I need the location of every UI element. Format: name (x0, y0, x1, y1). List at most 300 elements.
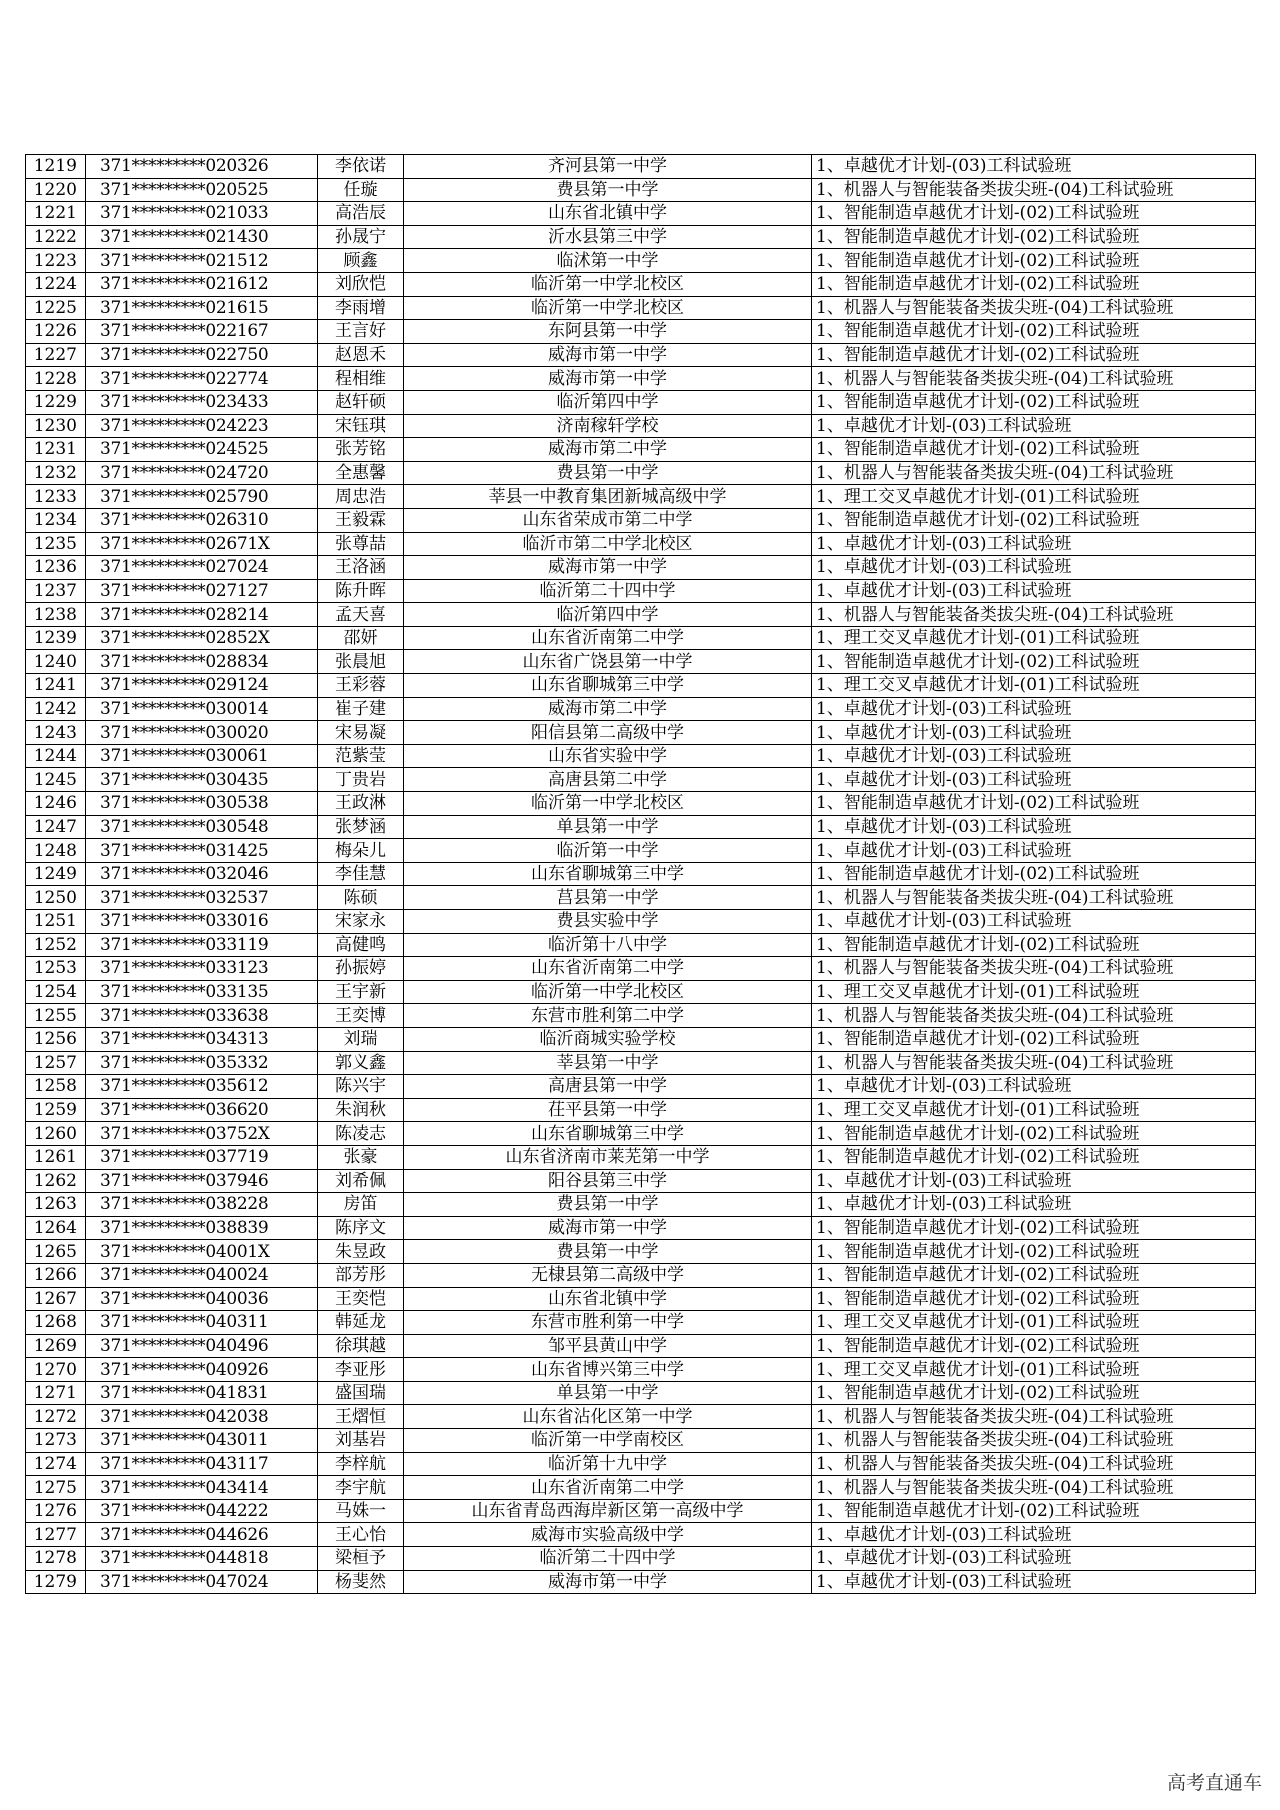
program-cell: 1、智能制造卓越优才计划-(02)工科试验班 (812, 1027, 1256, 1051)
program-cell: 1、卓越优才计划-(03)工科试验班 (812, 721, 1256, 745)
row-number-cell: 1226 (26, 320, 86, 344)
school-cell: 临沂第四中学 (404, 390, 812, 414)
program-cell: 1、机器人与智能装备类拔尖班-(04)工科试验班 (812, 461, 1256, 485)
program-cell: 1、智能制造卓越优才计划-(02)工科试验班 (812, 933, 1256, 957)
student-name-cell: 杨斐然 (318, 1570, 404, 1594)
table-row (26, 650, 1256, 674)
table-row (26, 1004, 1256, 1028)
id-number-cell: 371*********02852X (86, 626, 318, 650)
student-name-cell: 张芳铭 (318, 438, 404, 462)
program-cell: 1、机器人与智能装备类拔尖班-(04)工科试验班 (812, 1405, 1256, 1429)
student-name-cell: 王政淋 (318, 792, 404, 816)
school-cell: 东营市胜利第二中学 (404, 1004, 812, 1028)
school-cell: 威海市第一中学 (404, 1216, 812, 1240)
table-row (26, 862, 1256, 886)
id-number-cell: 371*********030435 (86, 768, 318, 792)
program-cell: 1、机器人与智能装备类拔尖班-(04)工科试验班 (812, 367, 1256, 391)
id-number-cell: 371*********041831 (86, 1381, 318, 1405)
row-number-cell: 1234 (26, 508, 86, 532)
school-cell: 山东省青岛西海岸新区第一高级中学 (404, 1499, 812, 1523)
id-number-cell: 371*********023433 (86, 390, 318, 414)
program-cell: 1、机器人与智能装备类拔尖班-(04)工科试验班 (812, 178, 1256, 202)
row-number-cell: 1232 (26, 461, 86, 485)
student-name-cell: 赵轩硕 (318, 390, 404, 414)
id-number-cell: 371*********02671X (86, 532, 318, 556)
id-number-cell: 371*********021033 (86, 202, 318, 226)
program-cell: 1、智能制造卓越优才计划-(02)工科试验班 (812, 390, 1256, 414)
school-cell: 山东省聊城第三中学 (404, 1122, 812, 1146)
row-number-cell: 1279 (26, 1570, 86, 1594)
student-name-cell: 梅朵儿 (318, 839, 404, 863)
program-cell: 1、卓越优才计划-(03)工科试验班 (812, 910, 1256, 934)
row-number-cell: 1223 (26, 249, 86, 273)
table-row (26, 792, 1256, 816)
row-number-cell: 1265 (26, 1240, 86, 1264)
table-row (26, 980, 1256, 1004)
program-cell: 1、卓越优才计划-(03)工科试验班 (812, 414, 1256, 438)
row-number-cell: 1257 (26, 1051, 86, 1075)
table-row (26, 343, 1256, 367)
table-row (26, 1311, 1256, 1335)
table-row (26, 1499, 1256, 1523)
id-number-cell: 371*********03752X (86, 1122, 318, 1146)
row-number-cell: 1241 (26, 674, 86, 698)
table-row (26, 1476, 1256, 1500)
student-name-cell: 邵妍 (318, 626, 404, 650)
table-row (26, 414, 1256, 438)
student-name-cell: 陈序文 (318, 1216, 404, 1240)
school-cell: 单县第一中学 (404, 1381, 812, 1405)
row-number-cell: 1248 (26, 839, 86, 863)
school-cell: 临沂第一中学北校区 (404, 272, 812, 296)
school-cell: 山东省聊城第三中学 (404, 862, 812, 886)
id-number-cell: 371*********040926 (86, 1358, 318, 1382)
table-row (26, 1240, 1256, 1264)
program-cell: 1、智能制造卓越优才计划-(02)工科试验班 (812, 1240, 1256, 1264)
student-name-cell: 宋家永 (318, 910, 404, 934)
row-number-cell: 1219 (26, 155, 86, 179)
id-number-cell: 371*********040024 (86, 1263, 318, 1287)
table-row (26, 1193, 1256, 1217)
id-number-cell: 371*********022750 (86, 343, 318, 367)
table-row (26, 1358, 1256, 1382)
school-cell: 费县第一中学 (404, 461, 812, 485)
school-cell: 威海市第一中学 (404, 367, 812, 391)
program-cell: 1、机器人与智能装备类拔尖班-(04)工科试验班 (812, 1051, 1256, 1075)
id-number-cell: 371*********020525 (86, 178, 318, 202)
table-row (26, 485, 1256, 509)
table-row (26, 390, 1256, 414)
row-number-cell: 1270 (26, 1358, 86, 1382)
id-number-cell: 371*********034313 (86, 1027, 318, 1051)
student-name-cell: 孙晟宁 (318, 225, 404, 249)
row-number-cell: 1274 (26, 1452, 86, 1476)
program-cell: 1、智能制造卓越优才计划-(02)工科试验班 (812, 650, 1256, 674)
student-name-cell: 李亚彤 (318, 1358, 404, 1382)
table-row (26, 1098, 1256, 1122)
id-number-cell: 371*********024720 (86, 461, 318, 485)
student-name-cell: 韩延龙 (318, 1311, 404, 1335)
row-number-cell: 1276 (26, 1499, 86, 1523)
school-cell: 临沂第一中学北校区 (404, 792, 812, 816)
program-cell: 1、卓越优才计划-(03)工科试验班 (812, 556, 1256, 580)
row-number-cell: 1224 (26, 272, 86, 296)
program-cell: 1、理工交叉卓越优才计划-(01)工科试验班 (812, 1311, 1256, 1335)
student-name-cell: 高健鸣 (318, 933, 404, 957)
student-name-cell: 部芳彤 (318, 1263, 404, 1287)
school-cell: 单县第一中学 (404, 815, 812, 839)
program-cell: 1、卓越优才计划-(03)工科试验班 (812, 815, 1256, 839)
table-row (26, 1027, 1256, 1051)
row-number-cell: 1264 (26, 1216, 86, 1240)
id-number-cell: 371*********022167 (86, 320, 318, 344)
table-row (26, 1287, 1256, 1311)
row-number-cell: 1222 (26, 225, 86, 249)
student-name-cell: 崔子建 (318, 697, 404, 721)
id-number-cell: 371*********028214 (86, 603, 318, 627)
school-cell: 临沂第一中学北校区 (404, 980, 812, 1004)
student-name-cell: 王宇新 (318, 980, 404, 1004)
id-number-cell: 371*********027127 (86, 579, 318, 603)
school-cell: 山东省博兴第三中学 (404, 1358, 812, 1382)
program-cell: 1、卓越优才计划-(03)工科试验班 (812, 1075, 1256, 1099)
id-number-cell: 371*********043414 (86, 1476, 318, 1500)
id-number-cell: 371*********036620 (86, 1098, 318, 1122)
school-cell: 临沂第二十四中学 (404, 579, 812, 603)
school-cell: 邹平县黄山中学 (404, 1334, 812, 1358)
program-cell: 1、理工交叉卓越优才计划-(01)工科试验班 (812, 485, 1256, 509)
id-number-cell: 371*********031425 (86, 839, 318, 863)
table-row (26, 320, 1256, 344)
row-number-cell: 1251 (26, 910, 86, 934)
row-number-cell: 1246 (26, 792, 86, 816)
table-row (26, 1381, 1256, 1405)
id-number-cell: 371*********032046 (86, 862, 318, 886)
id-number-cell: 371*********035332 (86, 1051, 318, 1075)
student-name-cell: 宋易凝 (318, 721, 404, 745)
row-number-cell: 1256 (26, 1027, 86, 1051)
school-cell: 莘县一中教育集团新城高级中学 (404, 485, 812, 509)
id-number-cell: 371*********038839 (86, 1216, 318, 1240)
school-cell: 莒县第一中学 (404, 886, 812, 910)
table-row (26, 957, 1256, 981)
id-number-cell: 371*********038228 (86, 1193, 318, 1217)
row-number-cell: 1220 (26, 178, 86, 202)
row-number-cell: 1266 (26, 1263, 86, 1287)
id-number-cell: 371*********027024 (86, 556, 318, 580)
school-cell: 威海市第二中学 (404, 438, 812, 462)
id-number-cell: 371*********033638 (86, 1004, 318, 1028)
student-name-cell: 王彩蓉 (318, 674, 404, 698)
school-cell: 高唐县第一中学 (404, 1075, 812, 1099)
student-name-cell: 李梓航 (318, 1452, 404, 1476)
table-row (26, 155, 1256, 179)
table-row (26, 1452, 1256, 1476)
program-cell: 1、机器人与智能装备类拔尖班-(04)工科试验班 (812, 603, 1256, 627)
student-name-cell: 梁桓予 (318, 1547, 404, 1571)
admission-list-body (26, 155, 1256, 1594)
student-name-cell: 张豪 (318, 1145, 404, 1169)
table-row (26, 532, 1256, 556)
school-cell: 临沂市第二中学北校区 (404, 532, 812, 556)
row-number-cell: 1238 (26, 603, 86, 627)
student-name-cell: 朱润秋 (318, 1098, 404, 1122)
table-row (26, 1429, 1256, 1453)
student-name-cell: 房笛 (318, 1193, 404, 1217)
program-cell: 1、卓越优才计划-(03)工科试验班 (812, 1193, 1256, 1217)
school-cell: 茌平县第一中学 (404, 1098, 812, 1122)
school-cell: 临沂第四中学 (404, 603, 812, 627)
id-number-cell: 371*********040496 (86, 1334, 318, 1358)
table-row (26, 202, 1256, 226)
school-cell: 临沂第一中学 (404, 839, 812, 863)
row-number-cell: 1233 (26, 485, 86, 509)
student-name-cell: 陈凌志 (318, 1122, 404, 1146)
row-number-cell: 1229 (26, 390, 86, 414)
table-row (26, 1570, 1256, 1594)
row-number-cell: 1231 (26, 438, 86, 462)
school-cell: 齐河县第一中学 (404, 155, 812, 179)
program-cell: 1、理工交叉卓越优才计划-(01)工科试验班 (812, 980, 1256, 1004)
student-name-cell: 李佳慧 (318, 862, 404, 886)
student-name-cell: 刘瑞 (318, 1027, 404, 1051)
program-cell: 1、理工交叉卓越优才计划-(01)工科试验班 (812, 1358, 1256, 1382)
footer-watermark: 高考直通车 (1166, 1772, 1262, 1794)
school-cell: 山东省沂南第二中学 (404, 957, 812, 981)
program-cell: 1、机器人与智能装备类拔尖班-(04)工科试验班 (812, 957, 1256, 981)
table-row (26, 249, 1256, 273)
student-name-cell: 王熠恒 (318, 1405, 404, 1429)
row-number-cell: 1240 (26, 650, 86, 674)
program-cell: 1、卓越优才计划-(03)工科试验班 (812, 1523, 1256, 1547)
school-cell: 费县第一中学 (404, 1193, 812, 1217)
school-cell: 临沭第一中学 (404, 249, 812, 273)
table-row (26, 1523, 1256, 1547)
table-row (26, 1216, 1256, 1240)
program-cell: 1、智能制造卓越优才计划-(02)工科试验班 (812, 792, 1256, 816)
id-number-cell: 371*********026310 (86, 508, 318, 532)
student-name-cell: 任璇 (318, 178, 404, 202)
row-number-cell: 1268 (26, 1311, 86, 1335)
row-number-cell: 1249 (26, 862, 86, 886)
school-cell: 山东省沂南第二中学 (404, 626, 812, 650)
program-cell: 1、智能制造卓越优才计划-(02)工科试验班 (812, 438, 1256, 462)
program-cell: 1、卓越优才计划-(03)工科试验班 (812, 768, 1256, 792)
table-row (26, 367, 1256, 391)
row-number-cell: 1261 (26, 1145, 86, 1169)
row-number-cell: 1254 (26, 980, 86, 1004)
student-name-cell: 高浩辰 (318, 202, 404, 226)
id-number-cell: 371*********030020 (86, 721, 318, 745)
school-cell: 山东省沂南第二中学 (404, 1476, 812, 1500)
student-name-cell: 陈升晖 (318, 579, 404, 603)
table-row (26, 933, 1256, 957)
row-number-cell: 1258 (26, 1075, 86, 1099)
id-number-cell: 371*********025790 (86, 485, 318, 509)
row-number-cell: 1236 (26, 556, 86, 580)
id-number-cell: 371*********032537 (86, 886, 318, 910)
student-name-cell: 刘希佩 (318, 1169, 404, 1193)
table-row (26, 815, 1256, 839)
table-row (26, 839, 1256, 863)
program-cell: 1、卓越优才计划-(03)工科试验班 (812, 1570, 1256, 1594)
row-number-cell: 1235 (26, 532, 86, 556)
program-cell: 1、智能制造卓越优才计划-(02)工科试验班 (812, 225, 1256, 249)
student-name-cell: 王奕博 (318, 1004, 404, 1028)
student-name-cell: 王奕恺 (318, 1287, 404, 1311)
table-row (26, 697, 1256, 721)
table-row (26, 1122, 1256, 1146)
id-number-cell: 371*********033135 (86, 980, 318, 1004)
row-number-cell: 1244 (26, 744, 86, 768)
school-cell: 山东省沾化区第一中学 (404, 1405, 812, 1429)
school-cell: 费县实验中学 (404, 910, 812, 934)
table-row (26, 508, 1256, 532)
table-row (26, 1547, 1256, 1571)
student-name-cell: 孟天喜 (318, 603, 404, 627)
id-number-cell: 371*********030538 (86, 792, 318, 816)
student-name-cell: 丁贵岩 (318, 768, 404, 792)
student-name-cell: 李雨增 (318, 296, 404, 320)
row-number-cell: 1237 (26, 579, 86, 603)
student-name-cell: 顾鑫 (318, 249, 404, 273)
school-cell: 东阿县第一中学 (404, 320, 812, 344)
program-cell: 1、智能制造卓越优才计划-(02)工科试验班 (812, 202, 1256, 226)
id-number-cell: 371*********044222 (86, 1499, 318, 1523)
table-row (26, 1075, 1256, 1099)
school-cell: 山东省实验中学 (404, 744, 812, 768)
id-number-cell: 371*********024525 (86, 438, 318, 462)
table-row (26, 461, 1256, 485)
id-number-cell: 371*********037946 (86, 1169, 318, 1193)
row-number-cell: 1239 (26, 626, 86, 650)
program-cell: 1、智能制造卓越优才计划-(02)工科试验班 (812, 1263, 1256, 1287)
program-cell: 1、卓越优才计划-(03)工科试验班 (812, 532, 1256, 556)
table-row (26, 910, 1256, 934)
program-cell: 1、理工交叉卓越优才计划-(01)工科试验班 (812, 626, 1256, 650)
id-number-cell: 371*********024223 (86, 414, 318, 438)
row-number-cell: 1245 (26, 768, 86, 792)
student-name-cell: 王洛涵 (318, 556, 404, 580)
table-row (26, 1405, 1256, 1429)
table-row (26, 296, 1256, 320)
student-name-cell: 孙振婷 (318, 957, 404, 981)
program-cell: 1、理工交叉卓越优才计划-(01)工科试验班 (812, 1098, 1256, 1122)
school-cell: 济南稼轩学校 (404, 414, 812, 438)
id-number-cell: 371*********040036 (86, 1287, 318, 1311)
row-number-cell: 1221 (26, 202, 86, 226)
student-name-cell: 李依诺 (318, 155, 404, 179)
school-cell: 临沂商城实验学校 (404, 1027, 812, 1051)
school-cell: 威海市第一中学 (404, 1570, 812, 1594)
id-number-cell: 371*********043117 (86, 1452, 318, 1476)
student-name-cell: 全惠馨 (318, 461, 404, 485)
table-row (26, 1145, 1256, 1169)
row-number-cell: 1228 (26, 367, 86, 391)
row-number-cell: 1255 (26, 1004, 86, 1028)
id-number-cell: 371*********022774 (86, 367, 318, 391)
student-name-cell: 宋钰琪 (318, 414, 404, 438)
program-cell: 1、机器人与智能装备类拔尖班-(04)工科试验班 (812, 1452, 1256, 1476)
student-name-cell: 程相维 (318, 367, 404, 391)
student-name-cell: 张晨旭 (318, 650, 404, 674)
school-cell: 东营市胜利第一中学 (404, 1311, 812, 1335)
row-number-cell: 1253 (26, 957, 86, 981)
program-cell: 1、卓越优才计划-(03)工科试验班 (812, 697, 1256, 721)
id-number-cell: 371*********020326 (86, 155, 318, 179)
student-name-cell: 王毅霖 (318, 508, 404, 532)
student-name-cell: 范紫莹 (318, 744, 404, 768)
table-row (26, 768, 1256, 792)
program-cell: 1、机器人与智能装备类拔尖班-(04)工科试验班 (812, 1004, 1256, 1028)
school-cell: 山东省荣成市第二中学 (404, 508, 812, 532)
id-number-cell: 371*********033016 (86, 910, 318, 934)
school-cell: 山东省北镇中学 (404, 1287, 812, 1311)
school-cell: 临沂第十八中学 (404, 933, 812, 957)
school-cell: 山东省北镇中学 (404, 202, 812, 226)
row-number-cell: 1247 (26, 815, 86, 839)
row-number-cell: 1278 (26, 1547, 86, 1571)
table-row (26, 1263, 1256, 1287)
id-number-cell: 371*********033119 (86, 933, 318, 957)
school-cell: 阳谷县第三中学 (404, 1169, 812, 1193)
program-cell: 1、智能制造卓越优才计划-(02)工科试验班 (812, 862, 1256, 886)
school-cell: 临沂第一中学南校区 (404, 1429, 812, 1453)
program-cell: 1、机器人与智能装备类拔尖班-(04)工科试验班 (812, 1429, 1256, 1453)
row-number-cell: 1273 (26, 1429, 86, 1453)
student-name-cell: 张梦涵 (318, 815, 404, 839)
program-cell: 1、卓越优才计划-(03)工科试验班 (812, 1547, 1256, 1571)
table-row (26, 225, 1256, 249)
table-row (26, 556, 1256, 580)
row-number-cell: 1267 (26, 1287, 86, 1311)
school-cell: 高唐县第二中学 (404, 768, 812, 792)
table-row (26, 721, 1256, 745)
program-cell: 1、智能制造卓越优才计划-(02)工科试验班 (812, 249, 1256, 273)
id-number-cell: 371*********033123 (86, 957, 318, 981)
student-name-cell: 王心怡 (318, 1523, 404, 1547)
table-row (26, 1334, 1256, 1358)
program-cell: 1、卓越优才计划-(03)工科试验班 (812, 1169, 1256, 1193)
row-number-cell: 1263 (26, 1193, 86, 1217)
program-cell: 1、卓越优才计划-(03)工科试验班 (812, 155, 1256, 179)
school-cell: 威海市第一中学 (404, 343, 812, 367)
row-number-cell: 1259 (26, 1098, 86, 1122)
table-row (26, 886, 1256, 910)
row-number-cell: 1269 (26, 1334, 86, 1358)
row-number-cell: 1262 (26, 1169, 86, 1193)
id-number-cell: 371*********037719 (86, 1145, 318, 1169)
table-row (26, 674, 1256, 698)
id-number-cell: 371*********04001X (86, 1240, 318, 1264)
student-name-cell: 盛国瑞 (318, 1381, 404, 1405)
table-row (26, 178, 1256, 202)
school-cell: 无棣县第二高级中学 (404, 1263, 812, 1287)
row-number-cell: 1227 (26, 343, 86, 367)
row-number-cell: 1277 (26, 1523, 86, 1547)
row-number-cell: 1250 (26, 886, 86, 910)
program-cell: 1、卓越优才计划-(03)工科试验班 (812, 579, 1256, 603)
row-number-cell: 1252 (26, 933, 86, 957)
row-number-cell: 1225 (26, 296, 86, 320)
table-row (26, 744, 1256, 768)
school-cell: 阳信县第二高级中学 (404, 721, 812, 745)
table-row (26, 1051, 1256, 1075)
program-cell: 1、智能制造卓越优才计划-(02)工科试验班 (812, 272, 1256, 296)
school-cell: 威海市实验高级中学 (404, 1523, 812, 1547)
student-name-cell: 马姝一 (318, 1499, 404, 1523)
student-name-cell: 陈硕 (318, 886, 404, 910)
